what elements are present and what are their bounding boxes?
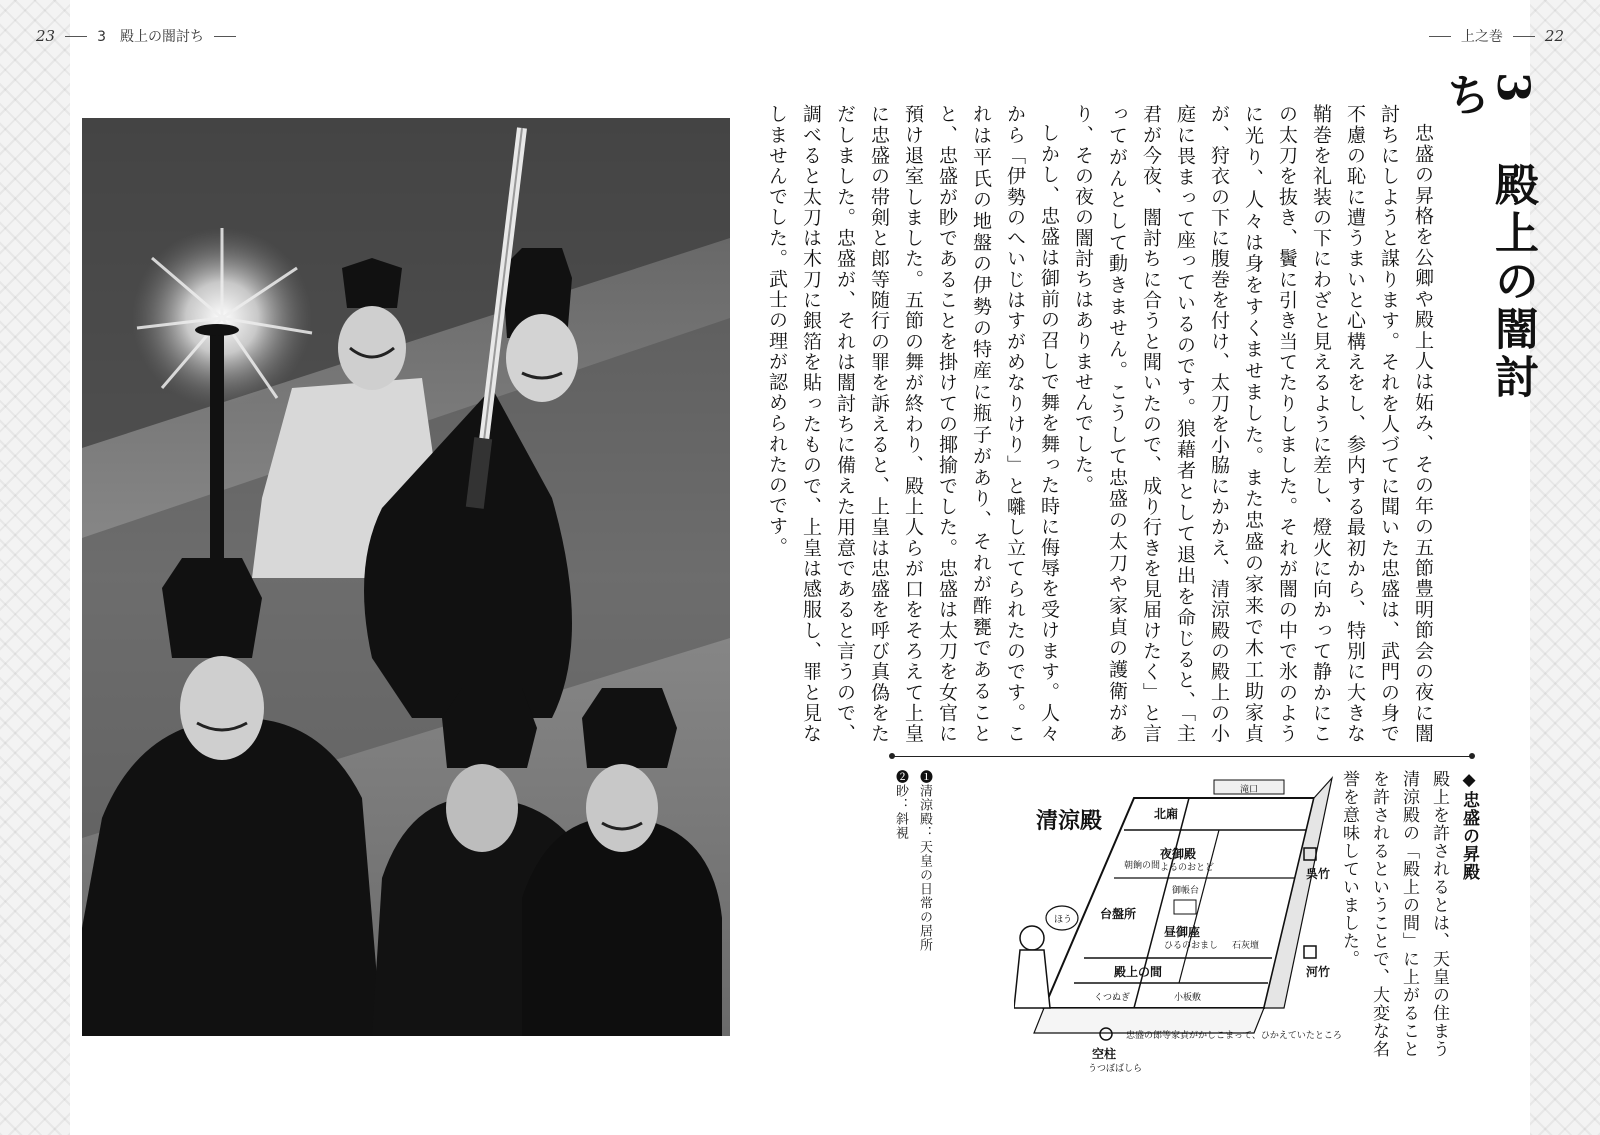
map-label-hou: ほう (1054, 915, 1073, 925)
map-label-asagarei: 朝餉の間 (1124, 861, 1161, 871)
left-ornamental-border (0, 0, 70, 1135)
body-paragraph: しかし、忠盛は御前の召しで舞を舞った時に侮辱を受けます。人々から「伊勢のへいじはすがめなりけり」と囃し立てられたのです。これは平氏の地盤の伊勢の特産に瓶子があり、それが酢甕であることと、忠盛が眇であることを掛けての揶揄でした。忠盛は太刀を女官に預け退室しました。五節の舞が終わり、殿上人らが口をそろえて上皇に忠盛の帯剣と郎等随行の罪を訴えると、上皇は忠盛を呼び真偽をただしました。忠盛が、それは闇討ちに備えた用意であると言うので、調べると太刀は木刀に銀箔を貼ったもので、上皇は感服し、罪と見なしませんでした。武士の理が認められたのです。 (766, 104, 1060, 744)
chapter-heading (1439, 72, 1536, 412)
map-label-daibandokoro: 台盤所 (1100, 907, 1137, 921)
sidebar-text: 殿上を許されるとは、天皇の住まう清涼殿の「殿上の間」に上がることを許されるということで、大変な名誉を意味していました。 (1339, 770, 1449, 1058)
header-rule (65, 36, 87, 37)
section-divider (892, 756, 1472, 757)
chapter-number: 3 (1487, 72, 1538, 107)
map-label-yorunootodo-reading: よるのおとど (1160, 863, 1215, 873)
map-label-utsubobashira-reading: うつぼばしら (1088, 1064, 1143, 1074)
map-label-hirunoomashi: 昼御座 (1164, 925, 1201, 939)
night-assault-illustration (82, 118, 730, 1036)
sidebar-title: ◆忠盛の昇殿 (1459, 770, 1479, 881)
map-label-michodai: 御帳台 (1172, 886, 1200, 896)
right-ornamental-border (1530, 0, 1600, 1135)
map-label-tenjo-no-ma: 殿上の間 (1114, 965, 1163, 979)
right-page-header (1429, 26, 1564, 46)
header-rule (1429, 36, 1451, 37)
left-page-header (36, 26, 236, 46)
map-label-hirunoomashi-reading: ひるのおまし (1164, 941, 1219, 951)
map-label-kawatake: 河竹 (1306, 965, 1331, 979)
map-label-takiguchi: 滝口 (1240, 785, 1259, 795)
divider-dot (1469, 753, 1475, 759)
map-building-name: 清涼殿 (1036, 808, 1103, 834)
header-rule (1513, 36, 1535, 37)
header-rule (214, 36, 236, 37)
divider-dot (889, 753, 895, 759)
chapter-title: 殿上の闇討ち (1438, 72, 1538, 402)
map-label-koitajiki: 小板敷 (1174, 993, 1202, 1003)
footnote: ❷眇：斜視 (893, 770, 908, 840)
left-page-number: 23 (36, 27, 56, 45)
body-text (766, 104, 1440, 744)
footnotes (888, 770, 936, 990)
map-label-sekkaidan: 石灰壇 (1232, 941, 1260, 951)
right-running-title: 上之巻 (1460, 29, 1503, 45)
footnote: ❶清涼殿：天皇の日常の居所 (917, 770, 932, 952)
right-page-number: 22 (1544, 27, 1564, 45)
left-running-title: 3 殿上の闇討ち (97, 29, 205, 45)
map-label-kuretake: 呉竹 (1306, 867, 1331, 881)
map-label-kutsunugi: くつぬぎ (1094, 993, 1131, 1003)
sidebar-explanation (1334, 770, 1484, 1070)
map-label-kitabisashi: 北廂 (1154, 807, 1179, 821)
body-paragraph: 忠盛の昇格を公卿や殿上人は妬み、その年の五節豊明節会の夜に闇討ちにしようと謀ります。それを人づてに聞いた忠盛は、武門の身で不慮の恥に遭うまいと心構えをし、参内する最初から、特別に大きな鞘巻を礼装の下にわざと見えるように差し、燈火に向かって静かにこの太刀を抜き、鬢に引き当てたりしました。それが闇の中で氷のように光り、人々は身をすくませました。また忠盛の家来で木工助家貞が、狩衣の下に腹巻を付け、太刀を小脇にかかえ、清涼殿の殿上の小庭に畏まって座っているのです。狼藉者として退出を命じると、「主君が今夜、闇討ちに合うと聞いたので、成り行きを見届けたく」と言ってがんとして動きません。こうして忠盛の太刀や家貞の護衛があり、その夜の闇討ちはありませんでした。 (1072, 104, 1434, 744)
seiryoden-floor-plan (1014, 768, 1344, 1088)
map-caption: 忠盛の郎等家貞がかしこまって、ひかえていたところ (1126, 1031, 1342, 1041)
map-label-utsubobashira: 空柱 (1092, 1047, 1117, 1061)
map-label-yorunootodo: 夜御殿 (1160, 847, 1197, 861)
